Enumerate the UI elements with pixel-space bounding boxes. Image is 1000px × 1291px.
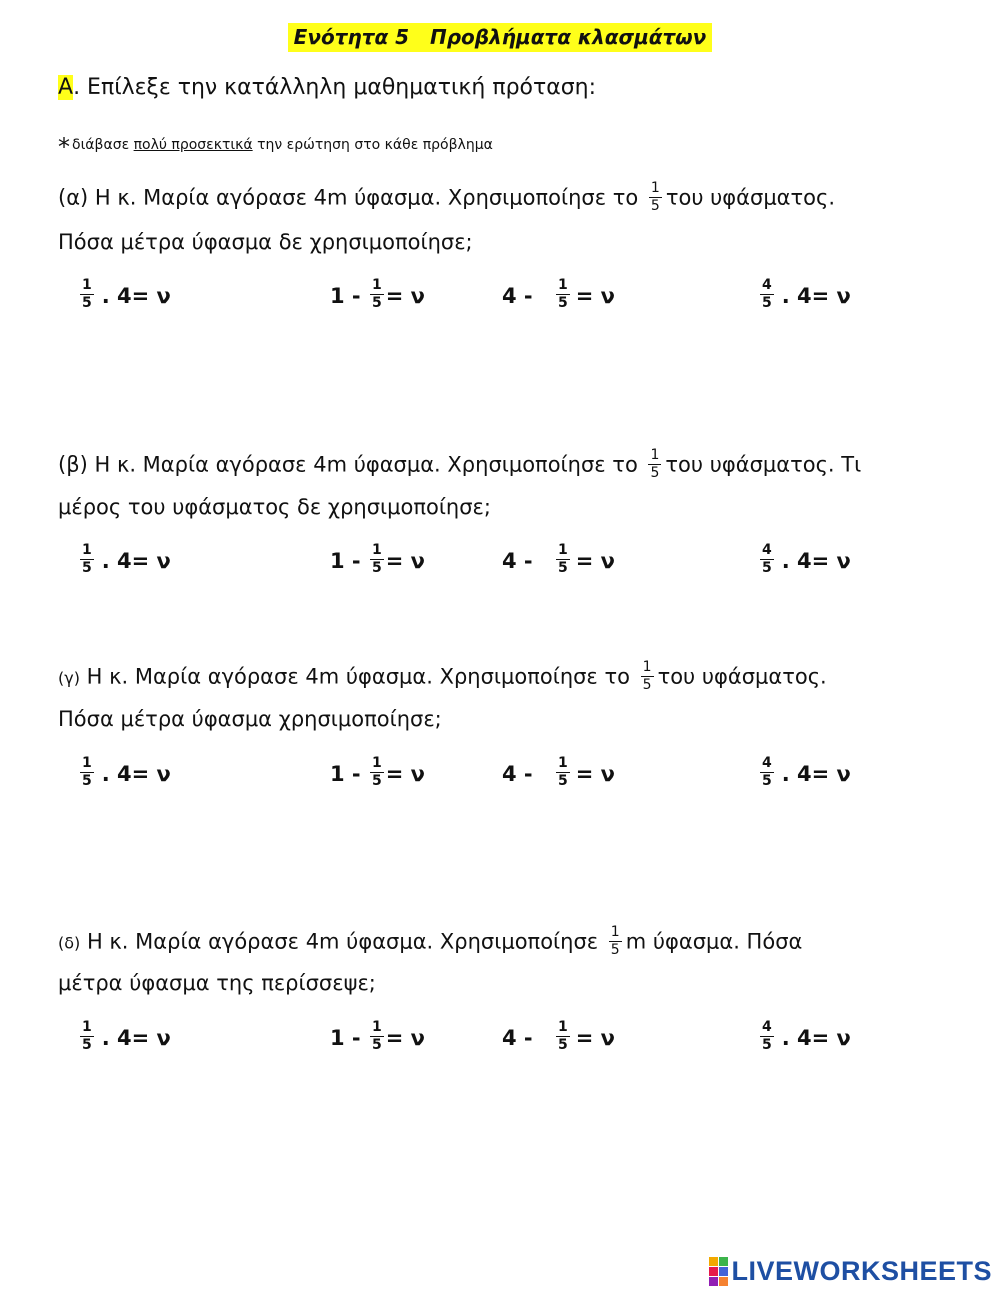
fraction-num: 1 (82, 755, 92, 771)
option-text: . 4= ν (781, 548, 851, 573)
note-text-before: διάβασε (72, 137, 134, 153)
problem-label: (γ) (58, 668, 80, 688)
fraction-den: 5 (82, 295, 92, 311)
fraction-num: 4 (762, 277, 772, 293)
option-prefix: 4 - (502, 1025, 540, 1050)
option-fraction (80, 542, 94, 577)
fraction-num: 1 (557, 542, 568, 558)
option-fraction (760, 277, 774, 312)
option-2[interactable] (330, 1020, 425, 1055)
option-prefix: 1 - (330, 1025, 368, 1050)
option-text: = ν (385, 1025, 425, 1050)
fraction-num: 1 (610, 924, 620, 940)
fraction-den: 5 (557, 295, 568, 311)
problem-text: Η κ. Μαρία αγόρασε 4m ύφασμα. Χρησιμοποίησε (80, 929, 605, 954)
liveworksheets-logo (709, 1256, 992, 1287)
problem-b-line2 (58, 493, 491, 521)
instruction-letter: Α (58, 75, 74, 100)
option-fraction (370, 755, 384, 790)
option-prefix: 1 - (330, 283, 368, 308)
option-1[interactable] (78, 1020, 171, 1055)
logo-blocks-icon (709, 1257, 728, 1286)
option-prefix: 1 - (330, 548, 368, 573)
option-3[interactable] (502, 756, 615, 791)
option-text: = ν (385, 283, 425, 308)
fraction-den: 5 (762, 1037, 772, 1053)
instruction-text: . Επίλεξε την κατάλληλη μαθηματική πρόταση: (73, 75, 597, 100)
option-3[interactable] (502, 1020, 615, 1055)
fraction-num: 1 (371, 277, 382, 293)
option-fraction (760, 542, 774, 577)
note-underlined: πολύ προσεκτικά (133, 137, 253, 153)
option-fraction (80, 277, 94, 312)
option-fraction (370, 277, 384, 312)
fraction-den: 5 (610, 942, 620, 958)
logo-block (719, 1267, 728, 1276)
option-prefix: 1 - (330, 761, 368, 786)
fraction-den: 5 (650, 198, 660, 214)
problem-c-line1 (58, 660, 827, 695)
option-fraction (370, 542, 384, 577)
option-text: = ν (575, 548, 615, 573)
option-4[interactable] (758, 278, 851, 313)
problem-a-line1 (58, 181, 835, 216)
fraction-num: 4 (762, 755, 772, 771)
problem-label: (α) (58, 185, 89, 210)
option-text: = ν (575, 761, 615, 786)
problem-question: Πόσα μέτρα ύφασμα χρησιμοποίησε; (58, 707, 442, 731)
fraction-den: 5 (762, 773, 772, 789)
fraction-num: 4 (762, 1019, 772, 1035)
option-fraction (556, 1019, 570, 1054)
option-fraction (556, 277, 570, 312)
worksheet-title: Ενότητα 5 Προβλήματα κλασμάτων (288, 23, 713, 52)
fraction-num: 4 (762, 542, 772, 558)
problem-text: Η κ. Μαρία αγόρασε 4m ύφασμα. Χρησιμοποίησε το (88, 185, 639, 210)
option-fraction (760, 1019, 774, 1054)
fraction-num: 1 (557, 1019, 568, 1035)
fraction-den: 5 (642, 677, 652, 693)
fraction-num: 1 (650, 180, 660, 196)
note (58, 127, 493, 161)
fraction-num: 1 (82, 542, 92, 558)
fraction-den: 5 (650, 465, 660, 481)
logo-text: LIVEWORKSHEETS (731, 1256, 992, 1286)
option-fraction (370, 1019, 384, 1054)
option-1[interactable] (78, 756, 171, 791)
option-3[interactable] (502, 278, 615, 313)
logo-block (709, 1267, 718, 1276)
option-text: . 4= ν (101, 548, 171, 573)
problem-question: Πόσα μέτρα ύφασμα δε χρησιμοποίησε; (58, 230, 473, 254)
fraction-den: 5 (557, 1037, 568, 1053)
fraction-num: 1 (82, 277, 92, 293)
option-fraction (556, 755, 570, 790)
option-2[interactable] (330, 756, 425, 791)
fraction-num: 1 (371, 755, 382, 771)
option-text: . 4= ν (781, 761, 851, 786)
fraction-num: 1 (650, 447, 660, 463)
problem-text: του υφάσματος. (665, 185, 836, 210)
fraction-den: 5 (371, 295, 382, 311)
option-3[interactable] (502, 543, 615, 578)
note-star: * (58, 133, 70, 161)
fraction-num: 1 (371, 542, 382, 558)
option-4[interactable] (758, 543, 851, 578)
problem-c-line2 (58, 705, 442, 733)
fraction-den: 5 (82, 773, 92, 789)
logo-block (709, 1257, 718, 1266)
fraction-den: 5 (557, 773, 568, 789)
logo-block (709, 1277, 718, 1286)
problem-text: m ύφασμα. Πόσα (625, 929, 803, 954)
problem-d-line1 (58, 925, 802, 960)
fraction (649, 180, 662, 215)
instruction (58, 75, 596, 100)
fraction-num: 1 (642, 659, 652, 675)
option-fraction (760, 755, 774, 790)
option-text: . 4= ν (101, 1025, 171, 1050)
option-4[interactable] (758, 1020, 851, 1055)
fraction-den: 5 (371, 773, 382, 789)
fraction (609, 924, 622, 959)
problem-a-line2 (58, 228, 473, 256)
logo-block (719, 1277, 728, 1286)
fraction-den: 5 (762, 560, 772, 576)
problem-text: του υφάσματος. Τι (665, 452, 862, 477)
option-text: . 4= ν (781, 283, 851, 308)
problem-text: Η κ. Μαρία αγόρασε 4m ύφασμα. Χρησιμοποίησε το (79, 664, 630, 689)
option-text: . 4= ν (101, 283, 171, 308)
option-fraction (80, 755, 94, 790)
problem-text: Η κ. Μαρία αγόρασε 4m ύφασμα. Χρησιμοποίησε το (87, 452, 638, 477)
fraction (648, 447, 661, 482)
fraction-num: 1 (371, 1019, 382, 1035)
note-text-after: την ερώτηση στο κάθε πρόβλημα (252, 137, 493, 153)
fraction-den: 5 (371, 1037, 382, 1053)
problem-b-line1 (58, 448, 861, 483)
fraction-den: 5 (82, 1037, 92, 1053)
option-text: = ν (385, 761, 425, 786)
fraction-den: 5 (82, 560, 92, 576)
fraction-num: 1 (557, 755, 568, 771)
option-fraction (556, 542, 570, 577)
problem-label: (δ) (58, 933, 81, 953)
fraction-num: 1 (82, 1019, 92, 1035)
option-prefix: 4 - (502, 548, 540, 573)
option-text: = ν (575, 283, 615, 308)
option-2[interactable] (330, 543, 425, 578)
option-prefix: 4 - (502, 761, 540, 786)
problem-question: μέρος του υφάσματος δε χρησιμοποίησε; (58, 495, 491, 519)
problem-d-line2 (58, 969, 376, 997)
fraction (641, 659, 654, 694)
option-prefix: 4 - (502, 283, 540, 308)
option-text: = ν (385, 548, 425, 573)
option-1[interactable] (78, 543, 171, 578)
option-text: . 4= ν (781, 1025, 851, 1050)
fraction-den: 5 (557, 560, 568, 576)
fraction-den: 5 (371, 560, 382, 576)
fraction-num: 1 (557, 277, 568, 293)
option-text: = ν (575, 1025, 615, 1050)
fraction-den: 5 (762, 295, 772, 311)
problem-question: μέτρα ύφασμα της περίσσεψε; (58, 971, 376, 995)
logo-block (719, 1257, 728, 1266)
option-1[interactable] (78, 278, 171, 313)
option-2[interactable] (330, 278, 425, 313)
option-text: . 4= ν (101, 761, 171, 786)
option-4[interactable] (758, 756, 851, 791)
problem-text: του υφάσματος. (657, 664, 827, 689)
option-fraction (80, 1019, 94, 1054)
problem-label: (β) (58, 452, 88, 477)
